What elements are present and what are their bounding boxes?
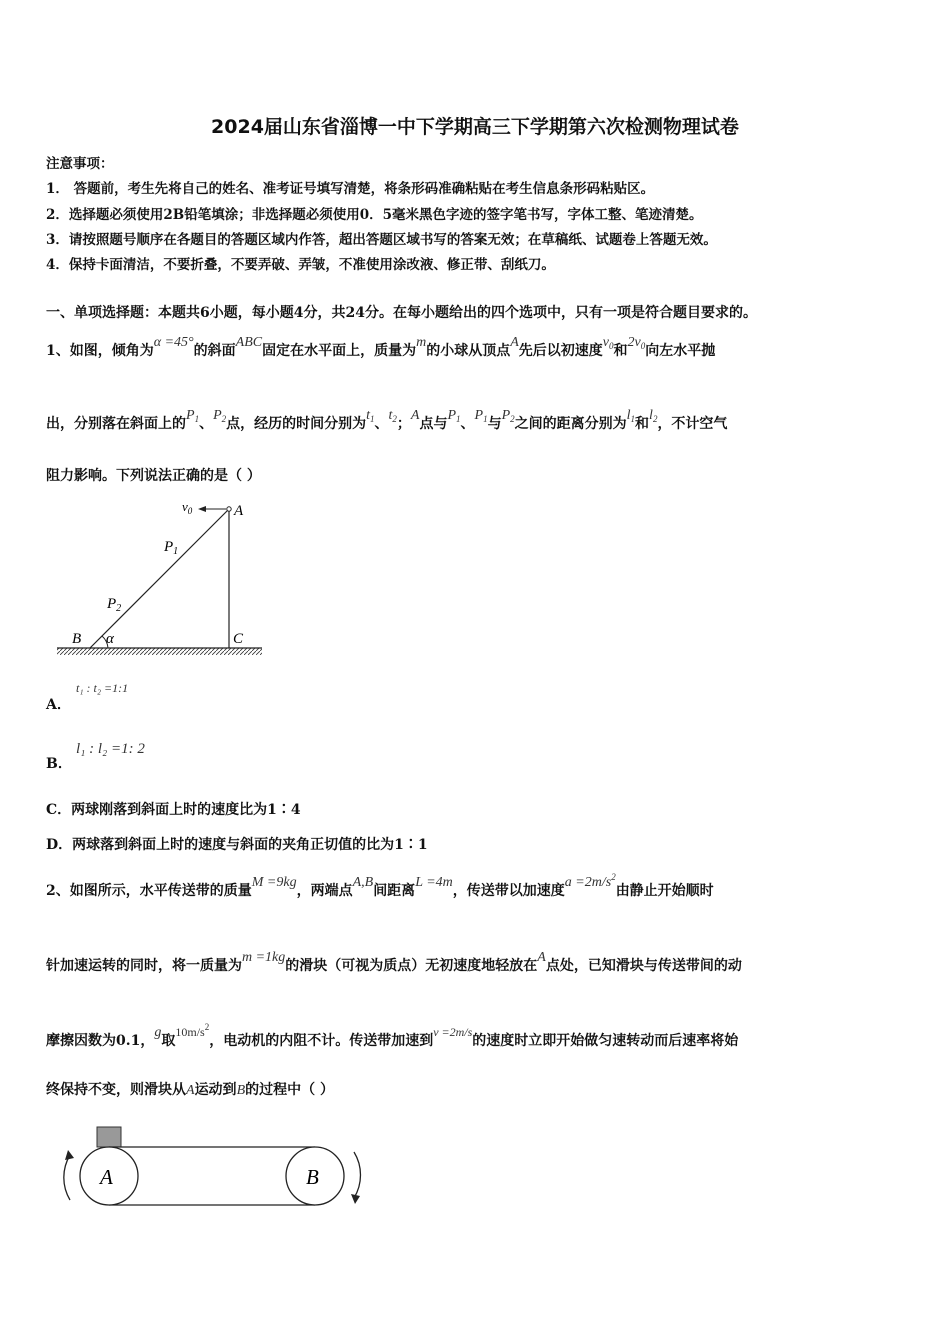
q1-option-c: C．两球刚落到斜面上时的速度比为1∶4 — [46, 802, 301, 818]
q2-line3: 摩擦因数为0.1，g取$10m/s^2$，电动机的内阻不计。传送带加速到v =2m/s的速度时立即开始做匀速转动而后速率将始 — [46, 1022, 739, 1049]
label-B: B — [72, 631, 82, 647]
label-P1: $P_1$ — [164, 539, 179, 557]
label-A: A — [234, 503, 244, 519]
label-P2: $P_2$ — [107, 596, 122, 614]
label-v0: $v_0$ — [182, 499, 193, 516]
velocity-arrowhead — [198, 506, 206, 512]
notice-item: 1． 答题前，考生先将自己的姓名、准考证号填写清楚，将条形码准确粘贴在考生信息条形码粘贴区。 — [46, 181, 655, 197]
notice-item: 2．选择题必须使用2B铅笔填涂；非选择题必须使用0．5毫米黑色字迹的签字笔书写，字体工整、笔迹清楚。 — [46, 207, 703, 223]
q1-line1: 1、如图，倾角为α =45°的斜面ABC固定在水平面上，质量为m的小球从顶点A先后以初速度$v_0$和$2v_0$向左水平抛 — [46, 335, 716, 359]
rotation-arrow-right — [354, 1152, 360, 1198]
ball — [227, 507, 231, 511]
q1-option-a-label: A． — [46, 697, 71, 713]
q2-line1: 2、如图所示，水平传送带的质量M =9kg，两端点A,B间距离L =4m，传送带以加速度$a =2m/s^2$由静止开始顺时 — [46, 872, 714, 899]
label-B: B — [306, 1165, 319, 1189]
q1-line3: 阻力影响。下列说法正确的是（ ） — [46, 468, 261, 484]
rotation-arrowhead-left — [65, 1150, 74, 1160]
q1-option-d: D．两球落到斜面上时的速度与斜面的夹角正切值的比为1∶1 — [46, 837, 428, 853]
notice-item: 4．保持卡面清洁，不要折叠，不要弄破、弄皱，不准使用涂改液、修正带、刮纸刀。 — [46, 257, 555, 273]
slider-block — [97, 1127, 121, 1147]
incline-figure — [52, 495, 267, 660]
label-alpha: α — [106, 631, 114, 647]
label-A: A — [100, 1165, 113, 1189]
rotation-arrow-left — [64, 1155, 70, 1200]
notice-heading: 注意事项： — [46, 156, 114, 172]
q1-option-a-expr: t₁ : t₂ =1:1 — [76, 681, 129, 695]
q2-line2: 针加速运转的同时，将一质量为m =1kg的滑块（可视为质点）无初速度地轻放在A点处，已知滑块与传送带间的动 — [46, 950, 742, 974]
rotation-arrowhead-right — [351, 1194, 360, 1204]
q2-line4: 终保持不变，则滑块从A运动到B的过程中（ ） — [46, 1082, 334, 1098]
ground-hatch — [57, 648, 262, 655]
notice-item: 3．请按照题号顺序在各题目的答题区域内作答，超出答题区域书写的答案无效；在草稿纸、试题卷上答题无效。 — [46, 232, 717, 248]
section-heading: 一、单项选择题：本题共6小题，每小题4分，共24分。在每小题给出的四个选项中，只有一项是符合题目要求的。 — [46, 305, 757, 321]
label-C: C — [233, 631, 244, 647]
page-title: 2024届山东省淄博一中下学期高三下学期第六次检测物理试卷 — [211, 116, 739, 138]
incline-line — [90, 509, 229, 648]
q1-option-b-label: B． — [46, 756, 72, 772]
q1-line2: 出，分别落在斜面上的$P_1$、$P_2$点，经历的时间分别为$t_1$、$t_2$；A点与$P_1$、$P_1$与$P_2$之间的距离分别为$l_1$和$l_2$，不计空气 — [46, 408, 728, 432]
q1-option-b-expr: l₁ : l₂ =1: 2 — [76, 741, 145, 757]
conveyor-figure — [52, 1120, 382, 1220]
